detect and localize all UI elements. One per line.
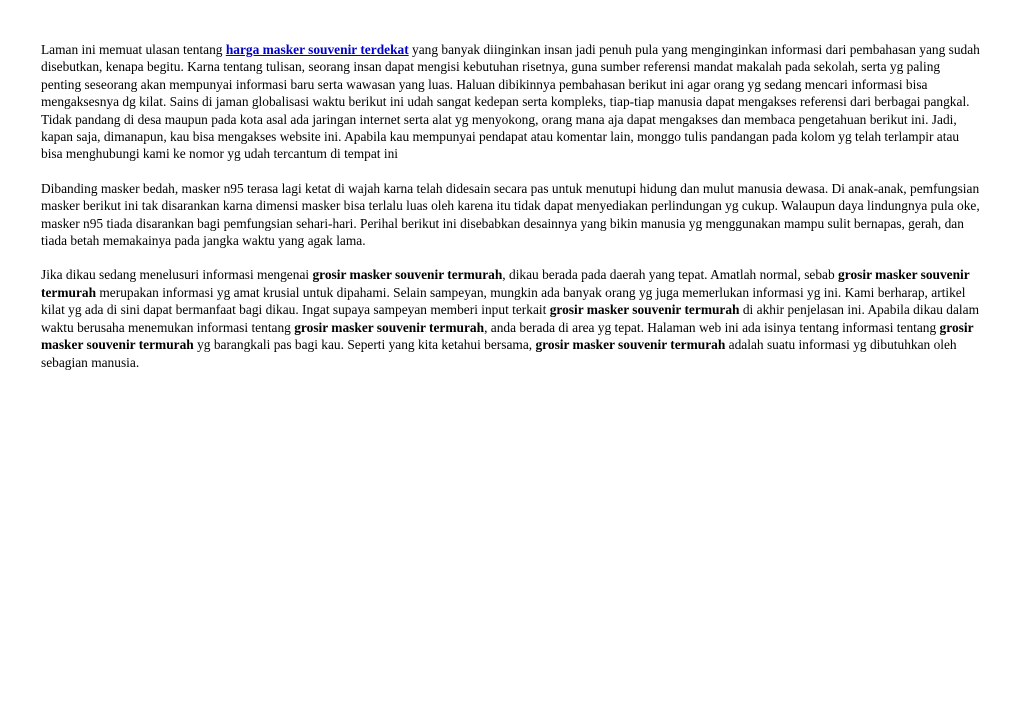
paragraph-n95 — [41, 180, 983, 250]
text-segment: di akhir penjelasan ini. Apabila dikau dalam waktu berusaha menemukan informasi tentang — [41, 302, 979, 335]
keyword-bold: grosir masker souvenir termurah — [535, 337, 726, 353]
text-segment: yang banyak diinginkan insan jadi penuh pula yang menginginkan informasi dari pembahasan yang sudah disebutkan, kenapa begitu. Karna tentang tulisan, seorang insan dapat mengisi kebutuhan risetnya, guna sumber referensi mandat makalah pada sekolah, serta yg paling penting seseorang akan mempunyai informasi baru serta wawasan yang luas. Haluan dibikinnya pembahasan berikut ini agar orang yg sedang mencari informasi bisa mengaksesnya dg kilat. Sains di jaman globalisasi waktu berikut ini udah sangat kedepan serta kompleks, tiap-tiap manusia dapat mengakses referensi dari berbagai pangkal. Tidak pandang di desa maupun pada kota asal ada jaringan internet serta alat yg menyokong, orang mana aja dapat mengakses dan membaca pengetahuan berikut ini. Jadi, kapan saja, dimanapun, kau bisa mengakses website ini. Apabila kau mempunyai pendapat atau komentar lain, monggo tulis pandangan pada kolom yg telah terlampir atau bisa menghubungi kami ke nomor yg udah tercantum di tempat ini — [41, 42, 980, 162]
paragraph-grosir — [41, 266, 983, 370]
keyword-bold: grosir masker souvenir termurah — [41, 319, 974, 353]
paragraph-intro — [41, 41, 983, 163]
text-segment: yg barangkali pas bagi kau. Seperti yang kita ketahui bersama, — [193, 337, 536, 353]
text-segment: adalah suatu informasi yg dibutuhkan oleh sebagian manusia. — [41, 337, 957, 370]
keyword-bold: grosir masker souvenir termurah — [549, 302, 740, 318]
text-segment: Dibanding masker bedah, masker n95 terasa lagi ketat di wajah karna telah didesain secara pas untuk menutupi hidung dan mulut manusia dewasa. Di anak-anak, pemfungsian masker berikut ini tak disarankan karna dimensi masker bisa terlalu luas oleh karena itu tidak dapat menyediakan perlindungan yg cukup. Walaupun daya lindungnya pula oke, masker n95 tiada disarankan bagi pemfungsian sehari-hari. Perihal berikut ini disebabkan desainnya yang bikin manusia yg menggunakan mampu sulit bernapas, gerah, dan tiada betah memakainya pada jangka waktu yang agak lama. — [41, 180, 980, 249]
text-segment: merupakan informasi yg amat krusial untuk dipahami. Selain sampeyan, mungkin ada banyak orang yg juga memerlukan informasi yg ini. Kami berharap, artikel kilat yg ada di sini dapat bermanfaat bagi dikau. Ingat supaya sampeyan memberi input terkait — [41, 284, 966, 318]
text-segment: Laman ini memuat ulasan tentang — [41, 42, 226, 57]
keyword-bold: grosir masker souvenir termurah — [294, 319, 485, 335]
text-segment: , dikau berada pada daerah yang tepat. Amatlah normal, sebab — [502, 267, 839, 283]
keyword-bold: grosir masker souvenir termurah — [41, 267, 970, 300]
keyword-bold: grosir masker souvenir termurah — [312, 267, 503, 283]
text-segment: Jika dikau sedang menelusuri informasi mengenai — [41, 267, 313, 283]
text-segment: , anda berada di area yg tepat. Halaman web ini ada isinya tentang informasi tentang — [484, 319, 940, 335]
harga-masker-souvenir-link[interactable]: harga masker souvenir terdekat — [225, 42, 409, 57]
